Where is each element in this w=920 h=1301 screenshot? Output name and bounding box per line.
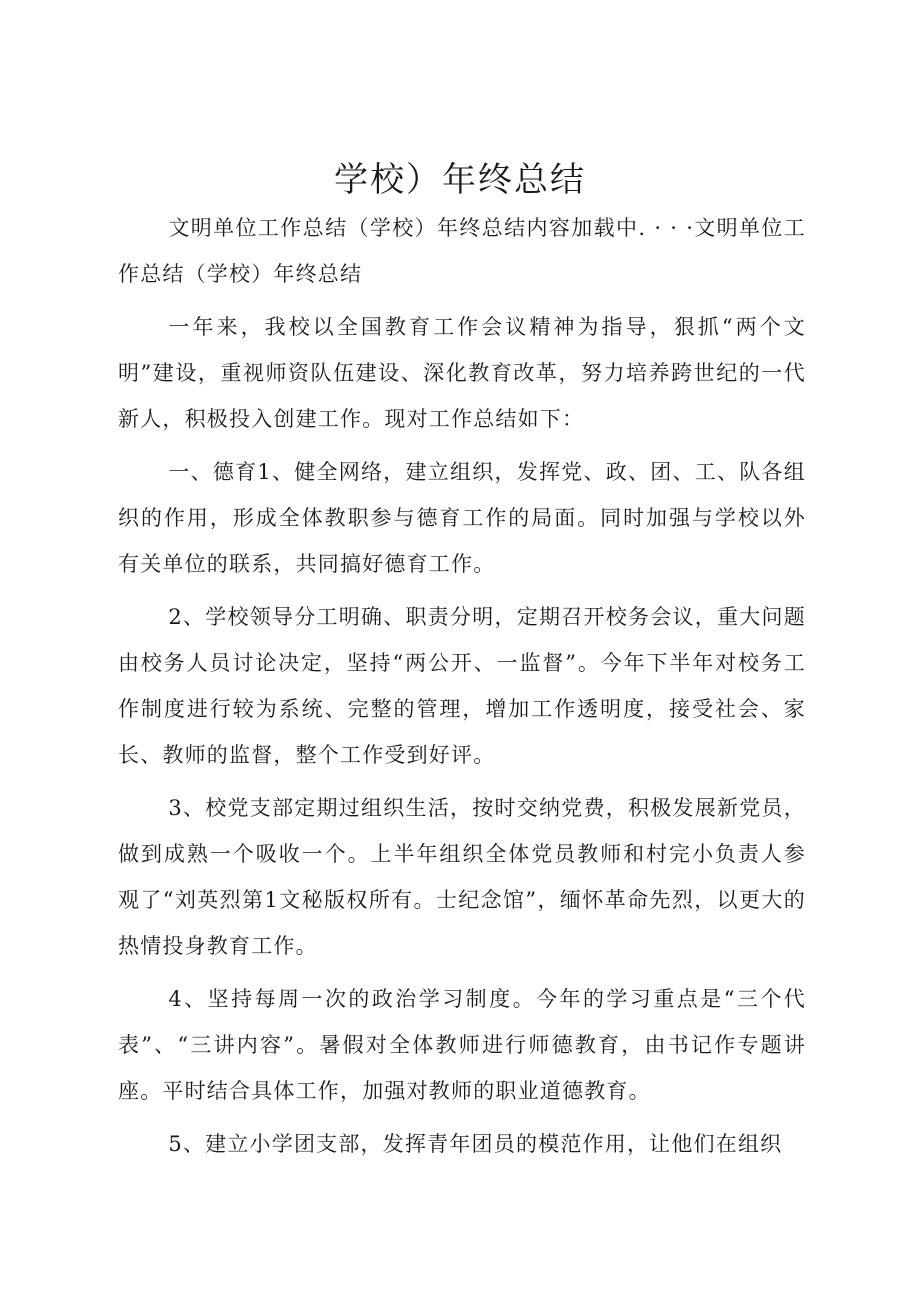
overview-paragraph: 一年来，我校以全国教育工作会议精神为指导，狠抓“两个文明”建设，重视师资队伍建设、深化教育改革，努力培养跨世纪的一代新人，积极投入创建工作。现对工作总结如下： <box>118 315 806 431</box>
leadership-paragraph: 2、学校领导分工明确、职责分明，定期召开校务会议，重大问题由校务人员讨论决定，坚持“两公开、一监督”。今年下半年对校务工作制度进行较为系统、完整的管理，增加工作透明度，接受社会、家长、教师的监督，整个工作受到好评。 <box>118 605 806 767</box>
moral-education-paragraph: 一、德育1、健全网络，建立组织，发挥党、政、团、工、队各组织的作用，形成全体教职参与德育工作的局面。同时加强与学校以外有关单位的联系，共同搞好德育工作。 <box>118 460 806 576</box>
intro-paragraph: 文明单位工作总结（学校）年终总结内容加载中. · · ·文明单位工作总结（学校）年终总结 <box>118 216 806 286</box>
document-body <box>118 205 806 1174</box>
party-branch-paragraph: 3、校党支部定期过组织生活，按时交纳党费，积极发展新党员，做到成熟一个吸收一个。上半年组织全体党员教师和村完小负责人参观了“刘英烈第1文秘版权所有。士纪念馆”，缅怀革命先烈，以更大的热情投身教育工作。 <box>118 796 806 958</box>
political-study-paragraph: 4、坚持每周一次的政治学习制度。今年的学习重点是“三个代表”、“三讲内容”。暑假对全体教师进行师德教育，由书记作专题讲座。平时结合具体工作，加强对教师的职业道德教育。 <box>118 987 806 1103</box>
document-title: 学校）年终总结 <box>334 160 586 200</box>
league-branch-paragraph: 5、建立小学团支部，发挥青年团员的模范作用，让他们在组织 <box>168 1132 783 1156</box>
